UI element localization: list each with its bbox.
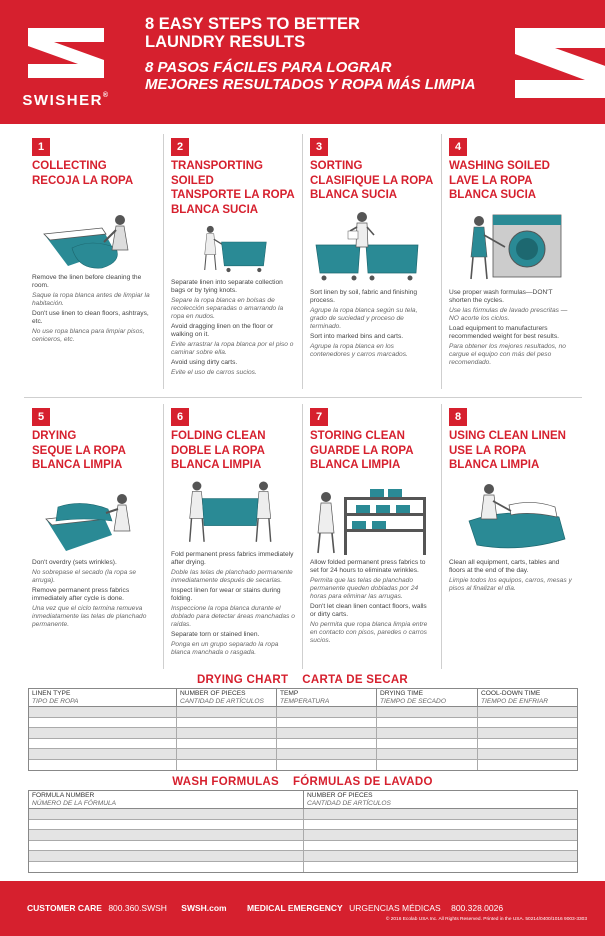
medical-emergency-label: MEDICAL EMERGENCY: [247, 903, 343, 913]
step-text-es: Evite el uso de carros sucios.: [171, 369, 257, 376]
step-number: 6: [171, 408, 189, 426]
step-text: Fold permanent press fabrics immediately after drying.: [171, 550, 294, 566]
customer-care-label: CUSTOMER CARE: [27, 903, 102, 913]
step-number: 5: [32, 408, 50, 426]
step-2: [163, 134, 301, 400]
steps-grid: [24, 134, 582, 669]
wash-formulas-table: [28, 790, 578, 873]
step-title-es: GUARDE LA ROPA BLANCA LIMPIA: [310, 444, 414, 471]
table-row[interactable]: [29, 809, 577, 820]
step-text: Don't overdry (sets wrinkles).: [32, 558, 117, 566]
column-header: FORMULA NUMBER NÚMERO DE LA FÓRMULA: [29, 791, 304, 808]
table-row[interactable]: [29, 760, 577, 771]
swisher-logo: [16, 22, 116, 110]
medical-emergency-phone[interactable]: 800.328.0026: [451, 903, 504, 913]
step-title-en: SORTING: [310, 160, 363, 172]
step-3: [302, 134, 440, 400]
drying-linen-icon: [32, 477, 154, 557]
step-text: Don't let clean linen contact floors, walls or dirty carts.: [310, 602, 427, 618]
step-title-es: CLASIFIQUE LA ROPA BLANCA SUCIA: [310, 174, 433, 201]
step-title-en: DRYING: [32, 430, 77, 442]
step-text: Remove the linen before cleaning the room.: [32, 274, 142, 289]
step-text: Remove permanent press fabrics immediately after cycle is done.: [32, 586, 130, 602]
step-text: Load equipment to manufacturers recommended weight for best results.: [449, 324, 559, 340]
step-title-es: DOBLE LA ROPA BLANCA LIMPIA: [171, 444, 265, 471]
column-header: TEMP TEMPERATURA: [277, 689, 377, 706]
step-title-es: RECOJA LA ROPA: [32, 174, 134, 187]
table-row[interactable]: [29, 830, 577, 841]
column-header: NUMBER OF PIECES CANTIDAD DE ARTÍCULOS: [177, 689, 277, 706]
step-number: 2: [171, 138, 189, 156]
step-text-es: Ponga en un grupo separado la ropa blanca manchada o rasgada.: [171, 640, 279, 656]
step-1: [24, 134, 162, 400]
table-row[interactable]: [29, 841, 577, 852]
brand-name: SWISHER: [22, 92, 103, 109]
table-row[interactable]: [29, 718, 577, 729]
step-number: 8: [449, 408, 467, 426]
sorting-carts-icon: [310, 207, 432, 287]
step-text-es: Evite arrastrar la ropa blanca por el piso o caminar sobre ella.: [171, 341, 294, 356]
table-row[interactable]: [29, 820, 577, 831]
step-text-es: No sobrepase el secado (la ropa se arruga).: [32, 568, 137, 584]
table-row[interactable]: [29, 739, 577, 750]
column-header: COOL-DOWN TIME TIEMPO DE ENFRIAR: [481, 690, 549, 705]
header-banner: [0, 0, 605, 124]
step-title-es: USE LA ROPA BLANCA LIMPIA: [449, 444, 540, 471]
step-title-en: STORING CLEAN: [310, 430, 405, 442]
table-row[interactable]: [29, 707, 577, 718]
table-row[interactable]: [29, 862, 577, 873]
step-title-en: USING CLEAN LINEN: [449, 430, 566, 442]
column-header: DRYING TIME TIEMPO DE SECADO: [377, 689, 478, 706]
step-text: Inspect linen for wear or stains during folding.: [171, 586, 281, 602]
step-texts: [171, 551, 295, 657]
step-text: Clean all equipment, carts, tables and floors at the end of the day.: [449, 558, 560, 574]
decorative-s-icon: [495, 18, 605, 108]
step-text-es: Agrupe la ropa blanca en los contenedores y carros marcados.: [310, 342, 408, 358]
footer-bar: [0, 881, 605, 936]
swisher-s-logo-icon: [24, 22, 108, 84]
step-texts: [32, 274, 156, 344]
step-title-en: COLLECTING: [32, 160, 107, 172]
table-row[interactable]: [29, 728, 577, 739]
step-text: Sort into marked bins and carts.: [310, 332, 404, 340]
title-en-line-2: LAUNDRY RESULTS: [145, 33, 306, 51]
footer-contacts: [27, 903, 587, 913]
column-header: NUMBER OF PIECES CANTIDAD DE ARTÍCULOS: [307, 792, 391, 807]
step-text-es: Agrupe la ropa blanca según su tela, grado de suciedad y proceso de terminado.: [310, 306, 418, 330]
step-4: [441, 134, 579, 400]
step-text: Use proper wash formulas—DON'T shorten the cycles.: [449, 288, 553, 304]
step-text-es: Saque la ropa blanca antes de limpiar la habitación.: [32, 292, 150, 307]
step-title-es: SEQUE LA ROPA BLANCA LIMPIA: [32, 444, 126, 471]
step-8: [441, 404, 579, 670]
step-number: 1: [32, 138, 50, 156]
title-es-line-1: 8 PASOS FÁCILES PARA LOGRAR: [145, 59, 392, 76]
step-text-es: Doble las telas de planchado permanente inmediatamente después de secarlas.: [171, 568, 293, 584]
website-link[interactable]: SWSH.com: [181, 903, 227, 913]
step-texts: [171, 279, 295, 377]
step-text: Avoid dragging linen on the floor or walking on it.: [171, 323, 274, 338]
step-text: Don't use linen to clean floors, ashtrays, etc.: [32, 310, 149, 325]
medical-emergency-es: URGENCIAS MÉDICAS: [349, 903, 441, 913]
step-text-es: Separe la ropa blanca en bolsas de recolección separadas o amarrando la ropa en nudos.: [171, 297, 284, 320]
wash-formulas-header: [29, 791, 577, 809]
step-texts: [449, 289, 573, 367]
making-bed-icon: [449, 477, 571, 557]
step-text-es: No permita que ropa blanca limpia entre en contacto con pisos, paredes o carros sucios.: [310, 620, 428, 644]
title-es-line-2: MEJORES RESULTADOS Y ROPA MÁS LIMPIA: [145, 76, 476, 93]
step-texts: [310, 559, 434, 645]
step-number: 7: [310, 408, 328, 426]
step-text-es: Para obtener los mejores resultados, no cargue el equipo con más del peso recomendado.: [449, 342, 566, 366]
step-title-en: FOLDING CLEAN: [171, 430, 266, 442]
step-text: Separate linen into separate collection bags or by tying knots.: [171, 279, 283, 294]
customer-care-phone[interactable]: 800.360.SWSH: [108, 903, 167, 913]
wash-formulas-title: WASH FORMULAS FÓRMULAS DE LAVADO: [172, 776, 433, 788]
transport-cart-icon: [171, 221, 293, 277]
step-7: [302, 404, 440, 670]
step-text: Avoid using dirty carts.: [171, 359, 238, 366]
step-text-es: Permita que las telas de planchado permanente queden dobladas por 24 horas para eliminar las arrugas.: [310, 576, 419, 600]
step-text-es: Limpie todos los equipos, carros, mesas y pisos al finalizar el día.: [449, 576, 572, 592]
folding-linen-icon: [171, 477, 293, 549]
step-text-es: Una vez que el ciclo termina remueva inmediatamente las telas de planchado permanente.: [32, 604, 147, 628]
title-en-line-1: 8 EASY STEPS TO BETTER: [145, 15, 360, 33]
step-number: 4: [449, 138, 467, 156]
step-texts: [310, 289, 434, 359]
step-number: 3: [310, 138, 328, 156]
drying-chart-header: [29, 689, 577, 707]
step-title-en: WASHING SOILED: [449, 160, 550, 172]
storage-shelf-icon: [310, 477, 432, 557]
step-6: [163, 404, 301, 670]
drying-chart-table: [28, 688, 578, 771]
table-row[interactable]: [29, 851, 577, 862]
step-text-es: Use las fórmulas de lavado prescritas —NO acorte los ciclos.: [449, 306, 568, 322]
collecting-linen-icon: [32, 192, 154, 272]
step-title-en: TRANSPORTING SOILED: [171, 160, 263, 187]
drying-chart-body: [29, 707, 577, 770]
washing-machine-icon: [449, 207, 571, 287]
copyright-text: © 2016 Ecolab USA Inc. All Rights Reserved. Printed in the USA. 50214/0400/1016 9003-3303: [385, 917, 587, 922]
step-text: Allow folded permanent press fabrics to set for 24 hours to eliminate wrinkles.: [310, 558, 426, 574]
step-texts: [32, 559, 156, 629]
table-row[interactable]: [29, 749, 577, 760]
step-title-es: TANSPORTE LA ROPA BLANCA SUCIA: [171, 189, 295, 216]
wash-formulas-body: [29, 809, 577, 872]
step-text: Separate torn or stained linen.: [171, 630, 260, 638]
column-header: LINEN TYPE TIPO DE ROPA: [29, 689, 177, 706]
header-titles: [145, 15, 476, 93]
step-text: Sort linen by soil, fabric and finishing process.: [310, 288, 418, 304]
step-text-es: No use ropa blanca para limpiar pisos, ceniceros, etc.: [32, 328, 145, 343]
step-texts: [449, 559, 573, 593]
step-5: [24, 404, 162, 670]
brand-registered-mark: ®: [102, 92, 110, 99]
drying-chart-title: DRYING CHART CARTA DE SECAR: [196, 674, 409, 686]
step-text-es: Inspeccione la ropa blanca durante el doblado para detectar áreas manchadas o raídas.: [171, 604, 295, 628]
step-title-es: LAVE LA ROPA BLANCA SUCIA: [449, 174, 537, 201]
